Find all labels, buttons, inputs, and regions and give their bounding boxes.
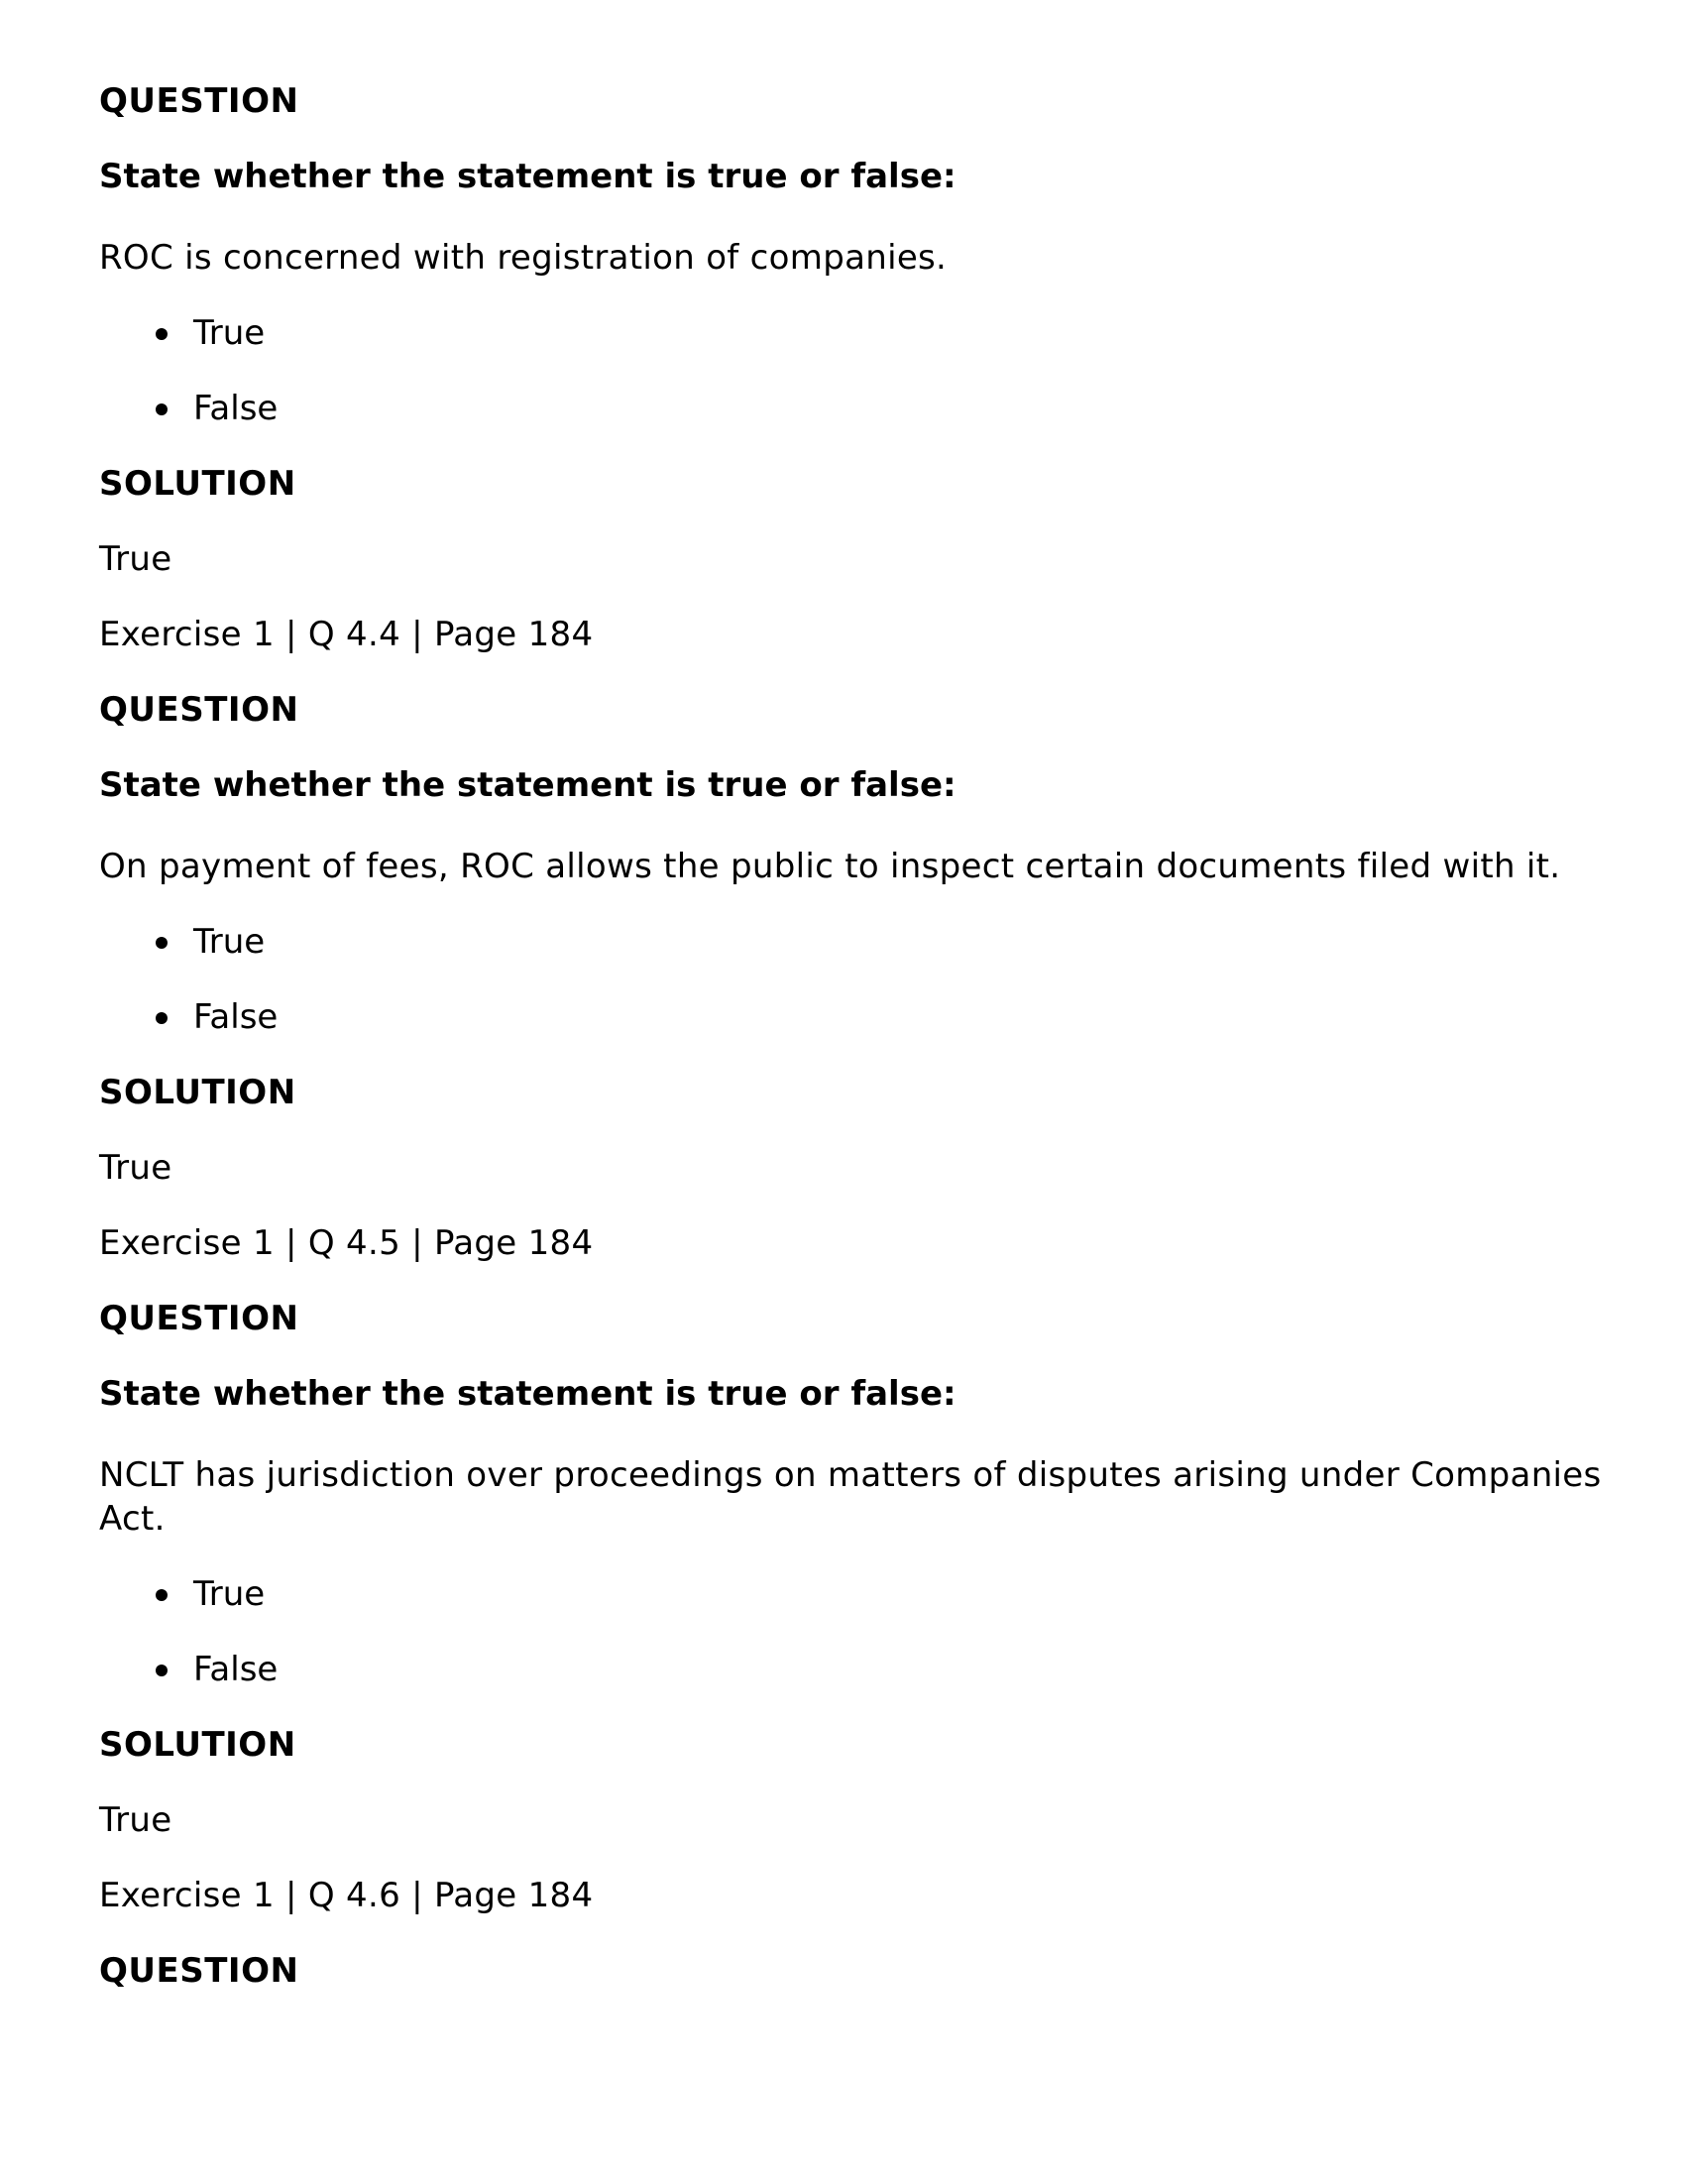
bullet-icon <box>156 1012 168 1024</box>
question-heading: QUESTION <box>99 1951 299 1991</box>
question-heading: QUESTION <box>99 690 299 730</box>
document-page <box>99 77 1606 2022</box>
question-heading: QUESTION <box>99 1299 299 1338</box>
exercise-reference: Exercise 1 | Q 4.6 | Page 184 <box>99 1876 594 1915</box>
solution-heading: SOLUTION <box>99 1725 296 1765</box>
solution-answer: True <box>99 539 172 579</box>
options-list <box>99 309 1606 432</box>
solution-heading: SOLUTION <box>99 464 296 504</box>
question-block <box>99 686 1606 1267</box>
solution-answer: True <box>99 1800 172 1840</box>
option-false <box>99 385 1606 432</box>
exercise-reference: Exercise 1 | Q 4.4 | Page 184 <box>99 615 594 654</box>
option-false <box>99 1646 1606 1693</box>
bullet-icon <box>156 1589 168 1601</box>
solution-answer: True <box>99 1148 172 1188</box>
option-true <box>99 309 1606 357</box>
option-label: True <box>193 922 266 962</box>
option-true <box>99 1570 1606 1618</box>
option-label: False <box>193 1650 279 1689</box>
bullet-icon <box>156 937 168 949</box>
question-block <box>99 77 1606 658</box>
option-label: False <box>193 997 279 1037</box>
question-block <box>99 1295 1606 1919</box>
option-false <box>99 993 1606 1041</box>
solution-heading: SOLUTION <box>99 1073 296 1112</box>
bullet-icon <box>156 1665 168 1676</box>
option-label: False <box>193 389 279 428</box>
question-instruction: State whether the statement is true or false: <box>99 1374 957 1414</box>
bullet-icon <box>156 328 168 340</box>
question-statement: NCLT has jurisdiction over proceedings on matters of disputes arising under Companies Act. <box>99 1455 1602 1539</box>
question-statement: On payment of fees, ROC allows the public to inspect certain documents filed with it. <box>99 847 1561 886</box>
question-heading: QUESTION <box>99 81 299 121</box>
exercise-reference: Exercise 1 | Q 4.5 | Page 184 <box>99 1223 594 1263</box>
option-true <box>99 918 1606 966</box>
bullet-icon <box>156 403 168 415</box>
question-instruction: State whether the statement is true or false: <box>99 157 957 196</box>
question-instruction: State whether the statement is true or false: <box>99 765 957 805</box>
question-statement: ROC is concerned with registration of companies. <box>99 238 948 278</box>
options-list <box>99 1570 1606 1693</box>
options-list <box>99 918 1606 1041</box>
option-label: True <box>193 1574 266 1614</box>
option-label: True <box>193 313 266 353</box>
